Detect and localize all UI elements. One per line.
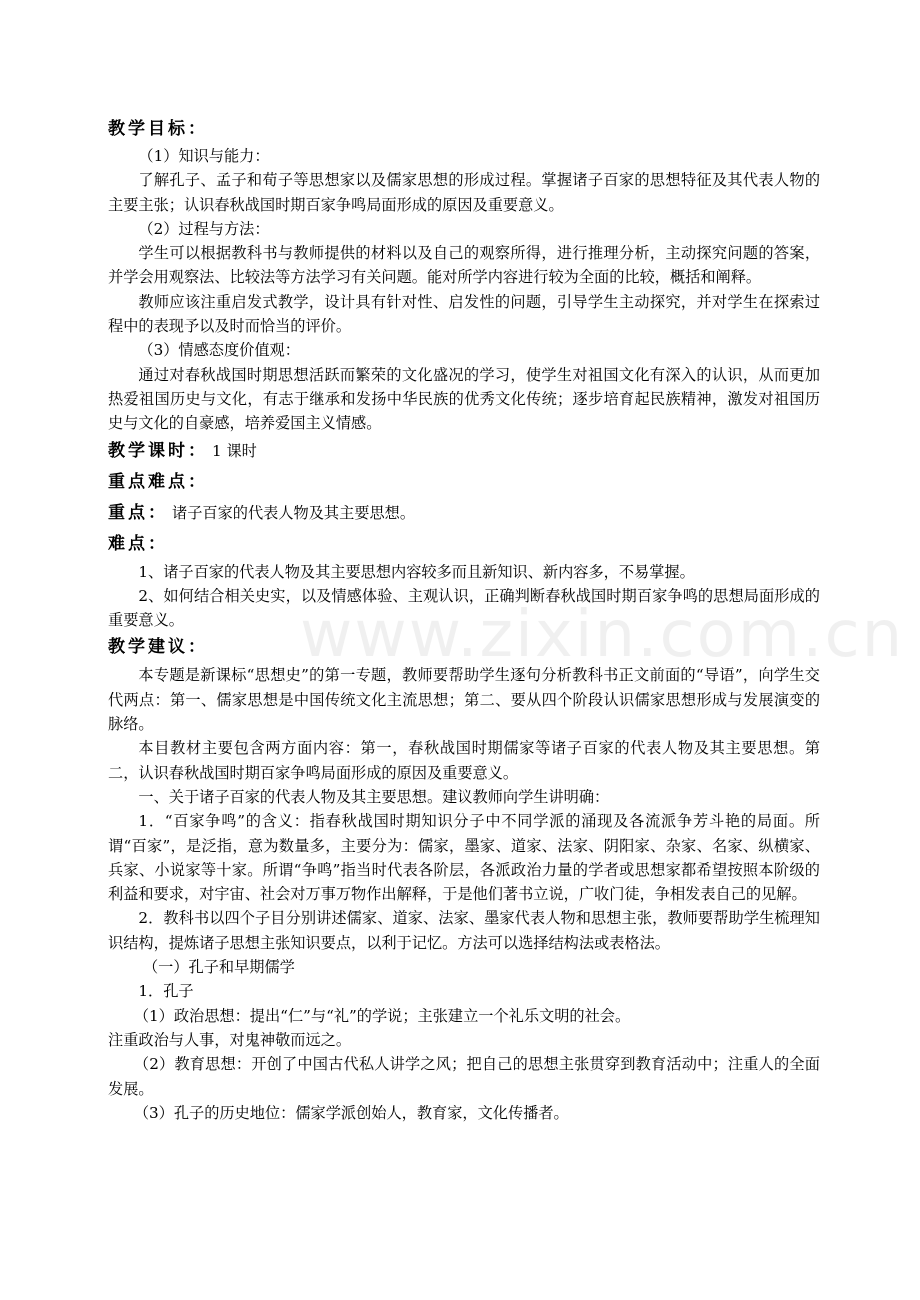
confucius-politics: （1）政治思想：提出“仁”与“礼”的学说；主张建立一个礼乐文明的社会。 xyxy=(133,1006,631,1025)
difficulty-item-1: 1、诸子百家的代表人物及其主要思想内容较多而且新知识、新内容多，不易掌握。 xyxy=(138,562,695,581)
suggestion-paragraph-3: 一、关于诸子百家的代表人物及其主要思想。建议教师向学生讲明确： xyxy=(138,787,610,806)
focus-row xyxy=(108,500,820,527)
key-points-row xyxy=(108,469,820,496)
focus-heading: 重点： xyxy=(108,502,168,523)
section-confucius-heading: （一）孔子和早期儒学 xyxy=(142,958,295,977)
knowledge-label: （1）知识与能力： xyxy=(138,147,270,165)
document-page xyxy=(108,116,820,1125)
suggestions-row xyxy=(108,634,820,661)
objectives-heading: 教学目标： xyxy=(108,119,208,139)
confucius-politics-cont: 注重政治与人事，对鬼神敬而远之。 xyxy=(108,1030,351,1049)
knowledge-text: 了解孔子、孟子和荀子等思想家以及儒家思想的形成过程。掌握诸子百家的思想特征及其代表人物的主要主张；认识春秋战国时期百家争鸣局面形成的原因及重要意义。 xyxy=(108,171,820,214)
suggestion-paragraph-2: 本目教材主要包含两方面内容：第一，春秋战国时期儒家等诸子百家的代表人物及其主要思想。第二，认识春秋战国时期百家争鸣局面形成的原因及重要意义。 xyxy=(108,739,820,782)
suggestions-heading: 教学建议： xyxy=(108,637,208,658)
suggestion-paragraph-4: 1．“百家争鸣”的含义：指春秋战国时期知识分子中不同学派的涌现及各流派争芳斗艳的局面。所谓“百家”，是泛指，意为数量多，主要分为：儒家，墨家、道家、法家、阴阳家、杂家、名家、纵横家、兵家、小说家等十家。所谓“争鸣”指当时代表各阶层，各派政治力量的学者或思想家都希望按照本阶级的利益和要求，对宇宙、社会对万事万物作出解释，于是他们著书立说，广收门徒，争相发表自己的见解。 xyxy=(108,812,820,904)
process-text-1: 学生可以根据教科书与教师提供的材料以及自己的观察所得，进行推理分析，主动探究问题的答案，并学会用观察法、比较法等方法学习有关问题。能对所学内容进行较为全面的比较，概括和阐释。 xyxy=(108,244,820,287)
hours-row xyxy=(108,438,820,465)
sub-heading-confucius: 1．孔子 xyxy=(138,982,194,1001)
process-label: （2）过程与方法： xyxy=(138,219,270,238)
watermark: www.zixin.com.cn xyxy=(300,598,905,672)
suggestion-paragraph-1: 本专题是新课标“思想史”的第一专题，教师要帮助学生逐句分析教科书正文前面的“导语”，向学生交代两点：第一、儒家思想是中国传统文化主流思想；第二、要从四个阶段认识儒家思想形成与发展演变的脉络。 xyxy=(108,666,820,734)
confucius-education: （2）教育思想：开创了中国古代私人讲学之风；把自己的思想主张贯穿到教育活动中；注重人的全面发展。 xyxy=(108,1055,820,1098)
hours-heading: 教学课时： xyxy=(108,440,208,461)
suggestion-paragraph-5: 2．教科书以四个子目分别讲述儒家、道家、法家、墨家代表人物和思想主张，教师要帮助学生梳理知识结构，提炼诸子思想主张知识要点，以利于记忆。方法可以选择结构法或表格法。 xyxy=(108,909,820,952)
difficulty-heading: 难点： xyxy=(108,533,168,554)
difficulty-row xyxy=(108,531,820,558)
focus-text: 诸子百家的代表人物及其主要思想。 xyxy=(172,503,415,522)
process-text-2: 教师应该注重启发式教学，设计具有针对性、启发性的问题，引导学生主动探究，并对学生在探索过程中的表现予以及时而恰当的评价。 xyxy=(108,292,820,336)
difficulty-item-2: 2、如何结合相关史实，以及情感体验、主观认识，正确判断春秋战国时期百家争鸣的思想局面形成的重要意义。 xyxy=(108,586,820,630)
attitude-label: （3）情感态度价值观： xyxy=(138,341,300,360)
key-points-heading: 重点难点： xyxy=(108,471,208,492)
attitude-text: 通过对春秋战国时期思想活跃而繁荣的文化盛况的学习，使学生对祖国文化有深入的认识，从而更加热爱祖国历史与文化，有志于继承和发扬中华民族的优秀文化传统；逐步培育起民族精神，激发对祖国历史与文化的自豪感，培养爱国主义情感。 xyxy=(108,365,820,433)
confucius-status: （3）孔子的历史地位：儒家学派创始人，教育家，文化传播者。 xyxy=(133,1103,569,1122)
hours-value: 1 课时 xyxy=(212,441,257,460)
